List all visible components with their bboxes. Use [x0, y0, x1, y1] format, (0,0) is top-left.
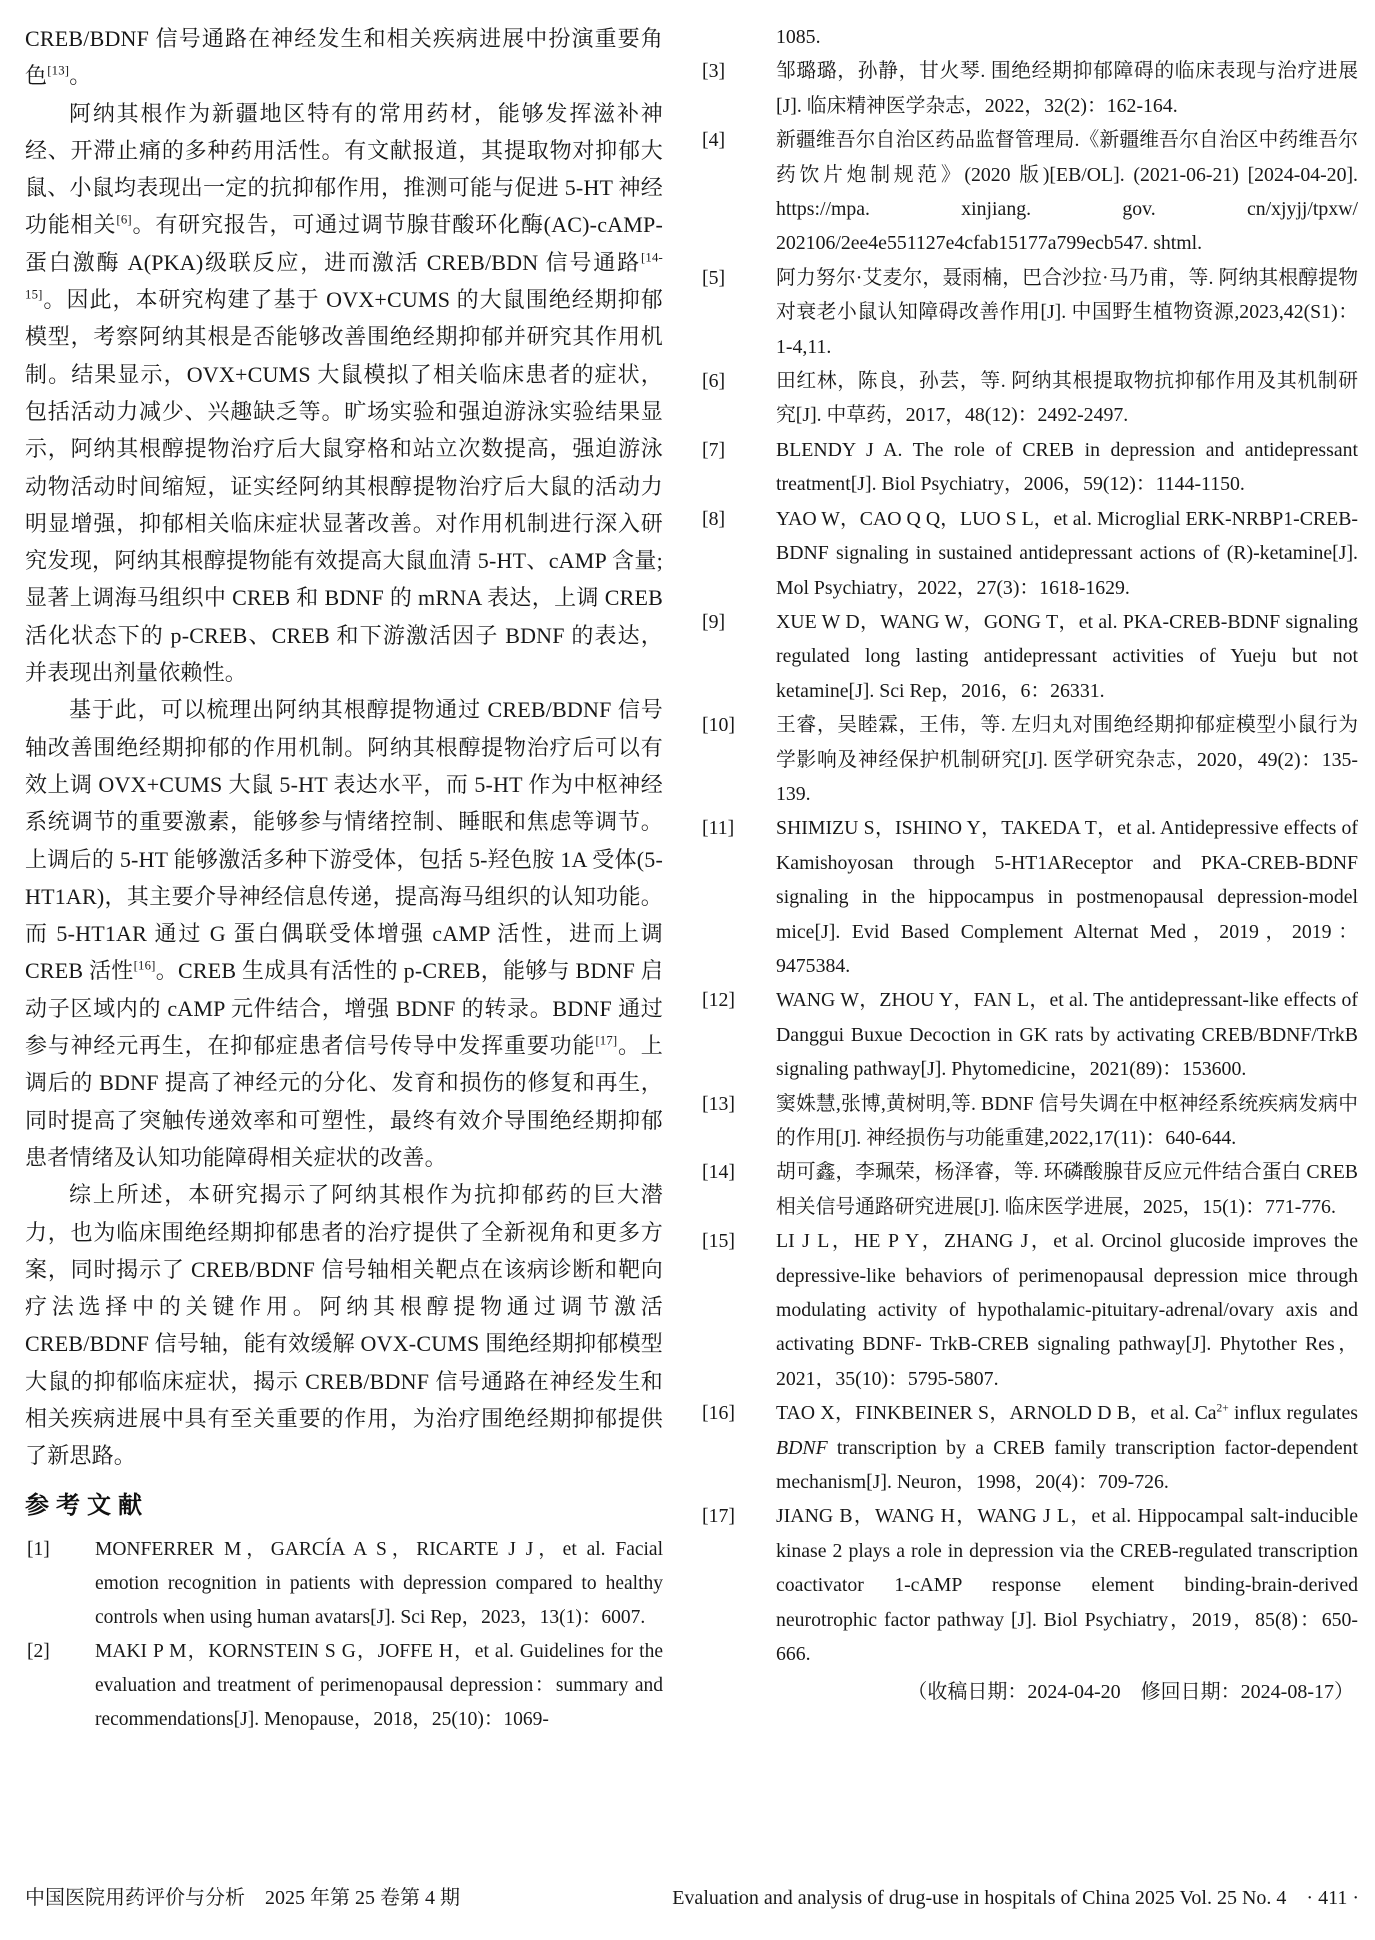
superscript-text: [14-15]	[25, 250, 663, 302]
text-run: 。CREB 生成具有活性的 p-CREB，能够与 BDNF 启动子区域内的 cAMP 元件结合，增强 BDNF 的转录。BDNF 通过参与神经元再生，在抑郁症患者信号传导中发挥重要功能	[25, 958, 663, 1059]
reference-item	[700, 502, 1358, 605]
reference-text	[776, 1093, 1358, 1149]
superscript-text: [16]	[133, 959, 156, 974]
reference-text	[776, 267, 1358, 358]
text-run: 。有研究报告，可通过调节腺苷酸环化酶(AC)-cAMP-蛋白激酶 A(PKA)级联反应，进而激活 CREB/BDN 信号通路	[25, 212, 663, 275]
reference-item	[700, 123, 1358, 261]
reference-text	[776, 817, 1358, 977]
body-paragraph	[25, 20, 663, 95]
reference-number: [10]	[702, 714, 735, 737]
text-run: 阿纳其根作为新疆地区特有的常用药材，能够发挥滋补神经、开滞止痛的多种药用活性。有文献报道，其提取物对抑郁大鼠、小鼠均表现出一定的抗抑郁作用，推测可能与促进 5-HT 神经功能相关	[25, 100, 663, 238]
reference-text	[776, 60, 1358, 116]
body-paragraph	[25, 1176, 663, 1474]
references-list-left	[25, 1533, 663, 1737]
text-run: 。因此，本研究构建了基于 OVX+CUMS 的大鼠围绝经期抑郁模型，考察阿纳其根是否能够改善围绝经期抑郁并研究其作用机制。结果显示，OVX+CUMS 大鼠模拟了相关临床患者的症状，包括活动力减少、兴趣缺乏等。旷场实验和强迫游泳实验结果显示，阿纳其根醇提物治疗后大鼠穿格和站立次数提高，强迫游泳动物活动时间缩短，证实经阿纳其根醇提物治疗后大鼠的活动力明显增强，抑郁相关临床症状显著改善。对作用机制进行深入研究发现，阿纳其根醇提物能有效提高大鼠血清 5-HT、cAMP 含量;显著上调海马组织中 CREB 和 BDNF 的 mRNA 表达，上调 CREB 活化状态下的 p-CREB、CREB 和下游激活因子 BDNF 的表达，并表现出剂量依赖性。	[25, 287, 663, 686]
reference-number: [1]	[27, 1538, 50, 1560]
reference-number: [13]	[702, 1092, 735, 1115]
body-paragraphs	[25, 20, 663, 1475]
superscript-text: [6]	[116, 213, 132, 228]
reference-number: [4]	[702, 129, 726, 152]
reference-number: [16]	[702, 1402, 735, 1425]
reference-number: [12]	[702, 989, 735, 1012]
left-column	[25, 20, 663, 1737]
reference-item	[700, 1155, 1358, 1224]
reference-number: [15]	[702, 1230, 735, 1253]
reference-item	[700, 811, 1358, 983]
text-run: CREB/BDNF 信号通路在神经发生和相关疾病进展中扮演重要角色	[25, 26, 663, 89]
reference-number: [9]	[702, 610, 726, 633]
text-run: 基于此，可以梳理出阿纳其根醇提物通过 CREB/BDNF 信号轴改善围绝经期抑郁的作用机制。阿纳其根醇提物治疗后可以有效上调 OVX+CUMS 大鼠 5-HT 表达水平，而 5-HT 作为中枢神经系统调节的重要激素，能够参与情绪控制、睡眠和焦虑等调节。上调后的 5-HT 能够激活多种下游受体，包括 5-羟色胺 1A 受体(5-HT1AR)，其主要介导神经信息传递，提高海马组织的认知功能。而 5-HT1AR 通过 G 蛋白偶联受体增强 cAMP 活性，进而上调 CREB 活性	[25, 697, 663, 984]
text-run: 。	[69, 63, 92, 89]
body-paragraph	[25, 691, 663, 1176]
text-run: 阿力努尔·艾麦尔，聂雨楠，巴合沙拉·马乃甫，等. 阿纳其根醇提物对衰老小鼠认知障碍改善作用[J]. 中国野生植物资源,2023,42(S1)：1-4,11.	[776, 266, 1358, 358]
footer-journal-title-cn: 中国医院用药评价与分析 2025 年第 25 卷第 4 期	[25, 1887, 460, 1909]
text-run: 窦姝慧,张博,黄树明,等. BDNF 信号失调在中枢神经系统疾病发病中的作用[J]. 神经损伤与功能重建,2022,17(11)：640-644.	[776, 1092, 1358, 1149]
reference-continuation-text: 1085.	[776, 26, 821, 48]
body-paragraph	[25, 95, 663, 692]
reference-number: [2]	[27, 1640, 50, 1662]
text-run: JIANG B，WANG H，WANG J L，et al. Hippocampal salt-inducible kinase 2 plays a role in depression via the CREB-regulated transcription coactivator 1-cAMP response element binding-brain-derived neurotrophic factor pathway [J]. Biol Psychiatry，2019，85(8)：650-666.	[776, 1505, 1358, 1666]
reference-number: [17]	[702, 1505, 735, 1528]
reference-item	[25, 1533, 663, 1635]
text-run: MONFERRER M，GARCÍA A S，RICARTE J J，et al. Facial emotion recognition in patients with depression compared to healthy controls when using human avatars[J]. Sci Rep，2023，13(1)：6007.	[95, 1538, 663, 1628]
text-run: YAO W，CAO Q Q，LUO S L，et al. Microglial ERK-NRBP1-CREB-BDNF signaling in sustained antidepressant actions of (R)-ketamine[J]. Mol Psychiatry，2022，27(3)：1618-1629.	[776, 507, 1358, 599]
references-list-right	[700, 54, 1358, 1671]
text-run: 综上所述，本研究揭示了阿纳其根作为抗抑郁药的巨大潜力，也为临床围绝经期抑郁患者的治疗提供了全新视角和更多方案，同时揭示了 CREB/BDNF 信号轴相关靶点在该病诊断和靶向疗法选择中的关键作用。阿纳其根醇提物通过调节激活 CREB/BDNF 信号轴，能有效缓解 OVX-CUMS 围绝经期抑郁模型大鼠的抑郁临床症状，揭示 CREB/BDNF 信号通路在神经发生和相关疾病进展中具有至关重要的作用，为治疗围绝经期抑郁提供了新思路。	[25, 1182, 663, 1469]
text-run: TAO X，FINKBEINER S，ARNOLD D B，et al. Ca	[776, 1402, 1217, 1425]
reference-item	[700, 983, 1358, 1086]
reference-number: [5]	[702, 266, 726, 289]
reference-text	[95, 1641, 663, 1730]
reference-item	[700, 261, 1358, 364]
page-footer	[25, 1882, 1359, 1914]
reference-number: [11]	[702, 817, 735, 840]
superscript-text: [13]	[47, 63, 70, 78]
superscript-text: 2+	[1216, 1402, 1229, 1415]
footer-journal-title-en: Evaluation and analysis of drug-use in hospitals of China 2025 Vol. 25 No. 4 · 411 ·	[672, 1887, 1359, 1909]
superscript-text: [17]	[595, 1033, 618, 1048]
text-run: XUE W D，WANG W，GONG T，et al. PKA-CREB-BDNF signaling regulated long lasting antidepressant activities of Yueju but not ketamine[J]. Sci Rep，2016，6：26331.	[776, 610, 1358, 702]
text-run: LI J L，HE P Y，ZHANG J，et al. Orcinol glucoside improves the depressive-like behaviors of perimenopausal depression mice through modulating activity of hypothalamic-pituitary-adrenal/ovary axis and activating BDNF- TrkB-CREB signaling pathway[J]. Phytother Res，2021，35(10)：5795-5807.	[776, 1230, 1358, 1390]
reference-text	[776, 611, 1358, 702]
reference-item	[700, 54, 1358, 123]
text-run: BLENDY J A. The role of CREB in depression and antidepressant treatment[J]. Biol Psychiatry，2006，59(12)：1144-1150.	[776, 438, 1358, 496]
text-run: 。上调后的 BDNF 提高了神经元的分化、发育和损伤的修复和再生，同时提高了突触传递效率和可塑性，最终有效介导围绝经期抑郁患者情绪及认知功能障碍相关症状的改善。	[25, 1033, 663, 1170]
reference-text	[95, 1539, 663, 1628]
reference-item	[25, 1635, 663, 1737]
reference-number: [8]	[702, 507, 726, 530]
reference-item	[700, 1499, 1358, 1671]
italic-term: BDNF	[776, 1436, 828, 1459]
reference-text	[776, 989, 1358, 1080]
reference-text	[776, 508, 1358, 599]
reference-item	[700, 1087, 1358, 1156]
reference-number: [14]	[702, 1161, 735, 1184]
reference-item	[700, 605, 1358, 708]
reference-item	[700, 364, 1358, 433]
received-revised-dates: （收稿日期：2024-04-20 修回日期：2024-08-17）	[907, 1680, 1354, 1703]
reference-item	[700, 1224, 1358, 1396]
reference-number: [6]	[702, 370, 726, 393]
reference-text	[776, 1161, 1358, 1217]
text-run: transcription by a CREB family transcription factor-dependent mechanism[J]. Neuron，1998，20(4)：709-726.	[776, 1436, 1358, 1494]
reference-number: [7]	[702, 438, 726, 461]
reference-text	[776, 714, 1358, 805]
text-run: 田红林，陈良，孙芸，等. 阿纳其根提取物抗抑郁作用及其机制研究[J]. 中草药，2017，48(12)：2492-2497.	[776, 370, 1358, 427]
text-run: WANG W，ZHOU Y，FAN L，et al. The antidepressant-like effects of Danggui Buxue Decoction in GK rats by activating CREB/BDNF/TrkB signaling pathway[J]. Phytomedicine，2021(89)：153600.	[776, 989, 1358, 1081]
reference-text	[776, 1230, 1358, 1390]
reference-text	[776, 370, 1358, 426]
right-column	[700, 20, 1358, 1709]
text-run: 邹璐璐，孙静，甘火琴. 围绝经期抑郁障碍的临床表现与治疗进展[J]. 临床精神医学杂志，2022，32(2)：162-164.	[776, 60, 1358, 117]
reference-item	[700, 708, 1358, 811]
text-run: influx regulates	[1228, 1402, 1358, 1425]
reference-text	[776, 1505, 1358, 1665]
text-run: MAKI P M，KORNSTEIN S G，JOFFE H，et al. Guidelines for the evaluation and treatment of perimenopausal depression：summary and recommendations[J]. Menopause，2018，25(10)：1069-	[95, 1640, 663, 1730]
text-run: 新疆维吾尔自治区药品监督管理局.《新疆维吾尔自治区中药维吾尔药饮片炮制规范》(2020 版)[EB/OL]. (2021-06-21) [2024-04-20]. https://mpa. xinjiang. gov. cn/xjyjj/tpxw/ 202106/2ee4e551127e4cfab15177a799ecb547. shtml.	[776, 129, 1358, 255]
reference-text	[776, 1402, 1358, 1493]
text-run: 胡可鑫，李珮荣，杨泽睿，等. 环磷酸腺苷反应元件结合蛋白 CREB 相关信号通路研究进展[J]. 临床医学进展，2025，15(1)：771-776.	[776, 1161, 1358, 1218]
text-run: SHIMIZU S，ISHINO Y，TAKEDA T，et al. Antidepressive effects of Kamishoyosan through 5-HT1AReceptor and PKA-CREB-BDNF signaling in the hippocampus in postmenopausal depression-model mice[J]. Evid Based Complement Alternat Med，2019，2019：9475384.	[776, 817, 1358, 977]
reference-text	[776, 439, 1358, 495]
references-heading: 参考文献	[25, 1491, 149, 1519]
reference-item	[700, 1396, 1358, 1499]
reference-text	[776, 129, 1358, 254]
reference-item	[700, 433, 1358, 502]
text-run: 王睿，吴睦霖，王伟，等. 左归丸对围绝经期抑郁症模型小鼠行为学影响及神经保护机制研究[J]. 医学研究杂志，2020，49(2)：135-139.	[776, 714, 1358, 805]
reference-number: [3]	[702, 60, 726, 83]
